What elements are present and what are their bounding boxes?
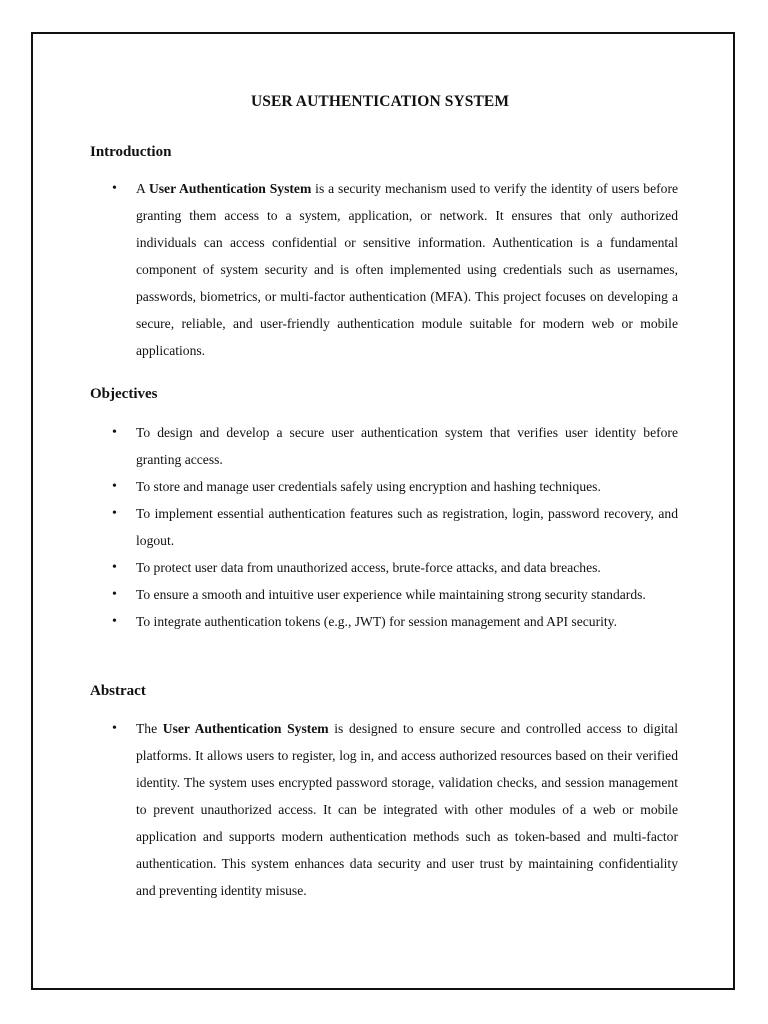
- introduction-list: [112, 175, 678, 364]
- introduction-bullet-bold: User Authentication System: [148, 181, 312, 196]
- objective-item: • To design and develop a secure user authentication system that verifies user identity before granting access.: [112, 419, 678, 473]
- abstract-list: [112, 715, 678, 904]
- abstract-bullet-bold: User Authentication System: [162, 721, 329, 736]
- introduction-bullet: [112, 175, 678, 364]
- objective-item: • To implement essential authentication features such as registration, login, password recovery, and logout.: [112, 500, 678, 554]
- introduction-bullet-text: is a security mechanism used to verify the identity of users before granting them access to a system, application, or network. It ensures that only authorized individuals can access confidential or sensitive information. Authentication is a fundamental component of system security and is often implemented using credentials such as usernames, passwords, biometrics, or multi-factor authentication (MFA). This project focuses on developing a secure, reliable, and user-friendly authentication module suitable for modern web or mobile applications.: [136, 181, 679, 358]
- objective-item: • To protect user data from unauthorized access, brute-force attacks, and data breaches.: [112, 554, 678, 581]
- objective-item: • To integrate authentication tokens (e.g., JWT) for session management and API security.: [112, 608, 678, 635]
- document-title: USER AUTHENTICATION SYSTEM: [250, 93, 510, 110]
- abstract-bullet-prefix: The: [136, 721, 163, 736]
- objectives-heading: Objectives: [90, 386, 158, 402]
- introduction-heading: Introduction: [90, 144, 172, 160]
- objective-item: • To store and manage user credentials safely using encryption and hashing techniques.: [112, 473, 678, 500]
- abstract-heading: Abstract: [90, 683, 146, 699]
- objectives-list: [112, 419, 678, 635]
- abstract-bullet: [112, 715, 678, 904]
- introduction-bullet-prefix: A: [136, 181, 149, 196]
- abstract-bullet-text: is designed to ensure secure and controlled access to digital platforms. It allows users to register, log in, and access authorized resources based on their verified identity. The system uses encrypted password storage, validation checks, and session management to prevent unauthorized access. It can be integrated with other modules of a web or mobile application and supports modern authentication methods such as token-based and multi-factor authentication. This system enhances data security and user trust by maintaining confidentiality and preventing identity misuse.: [136, 721, 678, 898]
- objective-item: • To ensure a smooth and intuitive user experience while maintaining strong security standards.: [112, 581, 678, 608]
